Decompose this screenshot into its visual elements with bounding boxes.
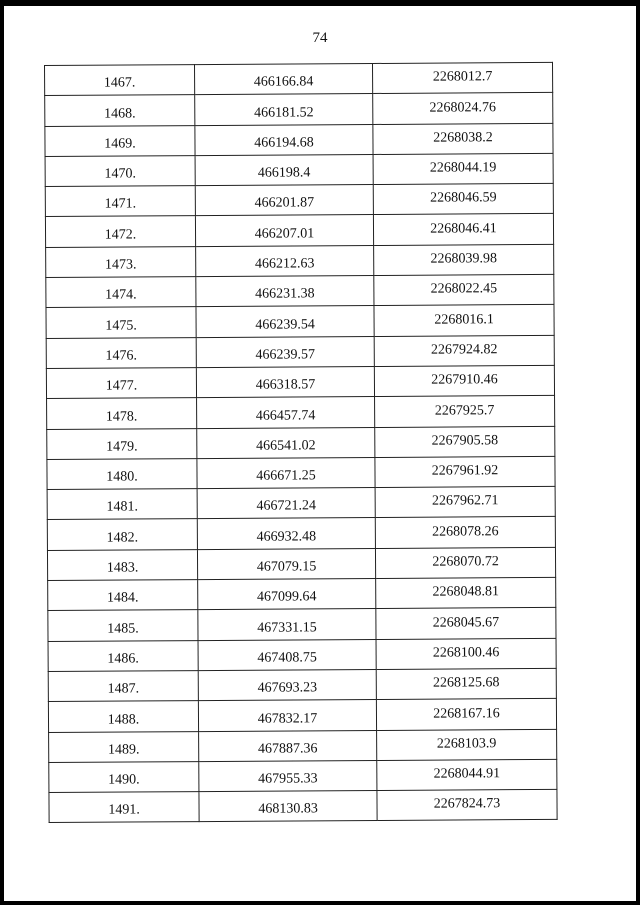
y-coordinate-cell: [373, 214, 553, 245]
page-number: 74: [312, 30, 328, 46]
y-coordinate-cell: [373, 123, 553, 154]
cell-text: 2267910.46: [431, 372, 498, 388]
point-number-cell: [47, 549, 197, 580]
point-number-cell: [46, 246, 196, 277]
x-coordinate-cell: [197, 457, 375, 488]
x-coordinate-cell: [197, 488, 375, 519]
x-coordinate-cell: [198, 700, 376, 731]
cell-text: 1491.: [108, 802, 140, 819]
x-coordinate-cell: [199, 760, 377, 791]
table-row: [45, 62, 553, 95]
cell-text: 466181.52: [254, 104, 314, 121]
cell-text: 1490.: [108, 772, 140, 788]
cell-text: 2268038.2: [433, 130, 493, 146]
x-coordinate-cell: [199, 730, 377, 761]
cell-text: 466194.68: [254, 135, 314, 151]
point-number-cell: [46, 368, 196, 399]
cell-text: 1484.: [106, 590, 139, 606]
cell-text: 1468.: [104, 106, 136, 122]
table-row: [46, 335, 554, 368]
table-row: [47, 426, 555, 459]
y-coordinate-cell: [376, 608, 556, 639]
table-row: [45, 123, 553, 156]
cell-text: 466207.01: [254, 226, 315, 242]
cell-text: 2268070.72: [432, 554, 499, 570]
cell-text: 2268048.81: [432, 584, 500, 600]
y-coordinate-cell: [372, 62, 552, 93]
point-number-cell: [47, 398, 197, 429]
cell-text: 1476.: [105, 348, 138, 364]
cell-text: 466239.54: [255, 317, 315, 333]
cell-text: 1467.: [103, 75, 136, 91]
point-number-cell: [49, 792, 199, 823]
cell-text: 2268044.19: [429, 160, 497, 176]
point-number-cell: [45, 155, 195, 186]
table-row: [48, 577, 556, 610]
cell-text: 2268167.16: [433, 705, 500, 722]
cell-text: 467079.15: [256, 559, 317, 575]
cell-text: 2268125.68: [432, 675, 500, 691]
cell-text: 2268022.45: [430, 281, 498, 298]
cell-text: 466239.57: [255, 347, 316, 363]
cell-text: 1483.: [106, 560, 139, 576]
cell-text: 467408.75: [257, 650, 317, 666]
table-row: [45, 184, 553, 217]
point-number-cell: [45, 186, 195, 217]
point-number-cell: [48, 580, 198, 611]
x-coordinate-cell: [197, 548, 375, 579]
cell-text: 1486.: [107, 651, 139, 667]
scan-border-right: [636, 0, 640, 905]
point-number-cell: [47, 458, 197, 489]
table-row: [48, 668, 556, 701]
table-row: [47, 487, 555, 520]
cell-text: 466318.57: [255, 377, 316, 393]
table-row: [47, 456, 555, 489]
cell-text: 1488.: [107, 711, 140, 728]
cell-text: 2267961.92: [431, 463, 499, 479]
cell-text: 466231.38: [255, 286, 315, 303]
cell-text: 466932.48: [256, 529, 317, 545]
cell-text: 2268103.9: [436, 736, 497, 752]
cell-text: 2268046.59: [430, 190, 497, 207]
y-coordinate-cell: [377, 759, 557, 790]
point-number-cell: [45, 95, 195, 126]
x-coordinate-cell: [198, 609, 376, 640]
coordinates-table: [44, 62, 558, 824]
cell-text: 1475.: [105, 318, 137, 334]
coordinates-table-wrapper: [44, 62, 557, 824]
y-coordinate-cell: [375, 396, 555, 427]
table-row: [48, 608, 556, 641]
y-coordinate-cell: [375, 547, 555, 578]
x-coordinate-cell: [196, 336, 374, 367]
table-row: [46, 305, 554, 338]
x-coordinate-cell: [196, 245, 374, 276]
y-coordinate-cell: [376, 699, 556, 730]
y-coordinate-cell: [373, 153, 553, 184]
table-row: [48, 699, 556, 732]
cell-text: 1478.: [105, 408, 138, 425]
x-coordinate-cell: [195, 63, 373, 94]
table-row: [49, 790, 557, 823]
x-coordinate-cell: [196, 306, 374, 337]
cell-text: 1471.: [104, 196, 137, 213]
cell-text: 467832.17: [257, 710, 318, 727]
x-coordinate-cell: [197, 518, 375, 549]
y-coordinate-cell: [376, 668, 556, 699]
cell-text: 1470.: [104, 166, 136, 182]
cell-text: 2268016.1: [434, 311, 494, 328]
table-row: [46, 244, 554, 277]
cell-text: 2267962.71: [431, 493, 499, 510]
scan-border-left: [0, 0, 4, 905]
x-coordinate-cell: [197, 427, 375, 458]
y-coordinate-cell: [375, 487, 555, 518]
point-number-cell: [48, 610, 198, 641]
y-coordinate-cell: [375, 517, 555, 548]
cell-text: 2268045.67: [432, 614, 500, 631]
cell-text: 1485.: [107, 621, 139, 637]
cell-text: 467955.33: [258, 771, 318, 787]
x-coordinate-cell: [195, 124, 373, 155]
table-row: [49, 729, 557, 762]
cell-text: 2268100.46: [432, 645, 500, 661]
y-coordinate-cell: [375, 456, 555, 487]
point-number-cell: [45, 125, 195, 156]
cell-text: 2267905.58: [431, 433, 499, 449]
point-number-cell: [47, 489, 197, 520]
cell-text: 1481.: [106, 499, 138, 516]
table-row: [45, 153, 553, 186]
cell-text: 2267925.7: [434, 402, 495, 419]
point-number-cell: [48, 701, 198, 732]
cell-text: 466671.25: [256, 468, 316, 484]
cell-text: 466198.4: [257, 165, 311, 181]
cell-text: 1489.: [107, 742, 140, 758]
cell-text: 466541.02: [256, 438, 316, 454]
cell-text: 466212.63: [254, 256, 315, 272]
point-number-cell: [46, 277, 196, 308]
y-coordinate-cell: [373, 184, 553, 215]
x-coordinate-cell: [195, 215, 373, 246]
cell-text: 2268024.76: [429, 99, 497, 116]
y-coordinate-cell: [374, 335, 554, 366]
x-coordinate-cell: [198, 669, 376, 700]
cell-text: 466166.84: [253, 74, 314, 91]
y-coordinate-cell: [376, 638, 556, 669]
y-coordinate-cell: [377, 790, 557, 821]
y-coordinate-cell: [374, 274, 554, 305]
scan-border-top: [0, 0, 640, 6]
y-coordinate-cell: [376, 577, 556, 608]
cell-text: 2268039.98: [430, 251, 497, 267]
point-number-cell: [49, 761, 199, 792]
point-number-cell: [49, 731, 199, 762]
table-row: [45, 93, 553, 126]
point-number-cell: [47, 428, 197, 459]
cell-text: 467099.64: [256, 589, 317, 606]
point-number-cell: [48, 640, 198, 671]
cell-text: 2268046.41: [430, 221, 497, 237]
x-coordinate-cell: [195, 154, 373, 185]
x-coordinate-cell: [197, 397, 375, 428]
x-coordinate-cell: [199, 791, 377, 822]
y-coordinate-cell: [373, 93, 553, 124]
x-coordinate-cell: [196, 366, 374, 397]
point-number-cell: [48, 671, 198, 702]
point-number-cell: [47, 519, 197, 550]
x-coordinate-cell: [196, 276, 374, 307]
cell-text: 467887.36: [257, 741, 318, 757]
cell-text: 2268044.91: [433, 766, 501, 782]
point-number-cell: [46, 307, 196, 338]
point-number-cell: [45, 216, 195, 247]
table-row: [46, 365, 554, 398]
cell-text: 1477.: [105, 378, 138, 394]
cell-text: 1472.: [104, 227, 137, 243]
table-row: [45, 214, 553, 247]
table-row: [47, 547, 555, 580]
point-number-cell: [45, 65, 195, 96]
cell-text: 1480.: [106, 469, 138, 485]
coordinates-table-body: [45, 62, 558, 823]
cell-text: 1479.: [106, 439, 138, 455]
cell-text: 466201.87: [254, 195, 315, 212]
x-coordinate-cell: [195, 94, 373, 125]
table-row: [47, 396, 555, 429]
y-coordinate-cell: [374, 365, 554, 396]
table-row: [46, 274, 554, 307]
cell-text: 1473.: [104, 257, 137, 273]
x-coordinate-cell: [198, 579, 376, 610]
cell-text: 2267924.82: [430, 342, 498, 358]
y-coordinate-cell: [375, 426, 555, 457]
y-coordinate-cell: [374, 305, 554, 336]
cell-text: 1482.: [106, 530, 139, 546]
point-number-cell: [46, 337, 196, 368]
x-coordinate-cell: [198, 639, 376, 670]
cell-text: 467331.15: [257, 619, 317, 636]
cell-text: 1474.: [105, 287, 137, 304]
cell-text: 2268078.26: [432, 523, 499, 540]
table-row: [48, 638, 556, 671]
cell-text: 466457.74: [255, 407, 316, 424]
y-coordinate-cell: [374, 244, 554, 275]
cell-text: 2268012.7: [432, 69, 493, 85]
cell-text: 468130.83: [258, 801, 318, 818]
table-row: [49, 759, 557, 792]
cell-text: 1469.: [104, 136, 136, 152]
cell-text: 2267824.73: [433, 796, 501, 813]
cell-text: 467693.23: [257, 680, 318, 696]
cell-text: 466721.24: [256, 498, 316, 515]
cell-text: 1487.: [107, 681, 140, 697]
x-coordinate-cell: [195, 185, 373, 216]
scan-border-bottom: [0, 901, 640, 905]
table-row: [47, 517, 555, 550]
y-coordinate-cell: [377, 729, 557, 760]
